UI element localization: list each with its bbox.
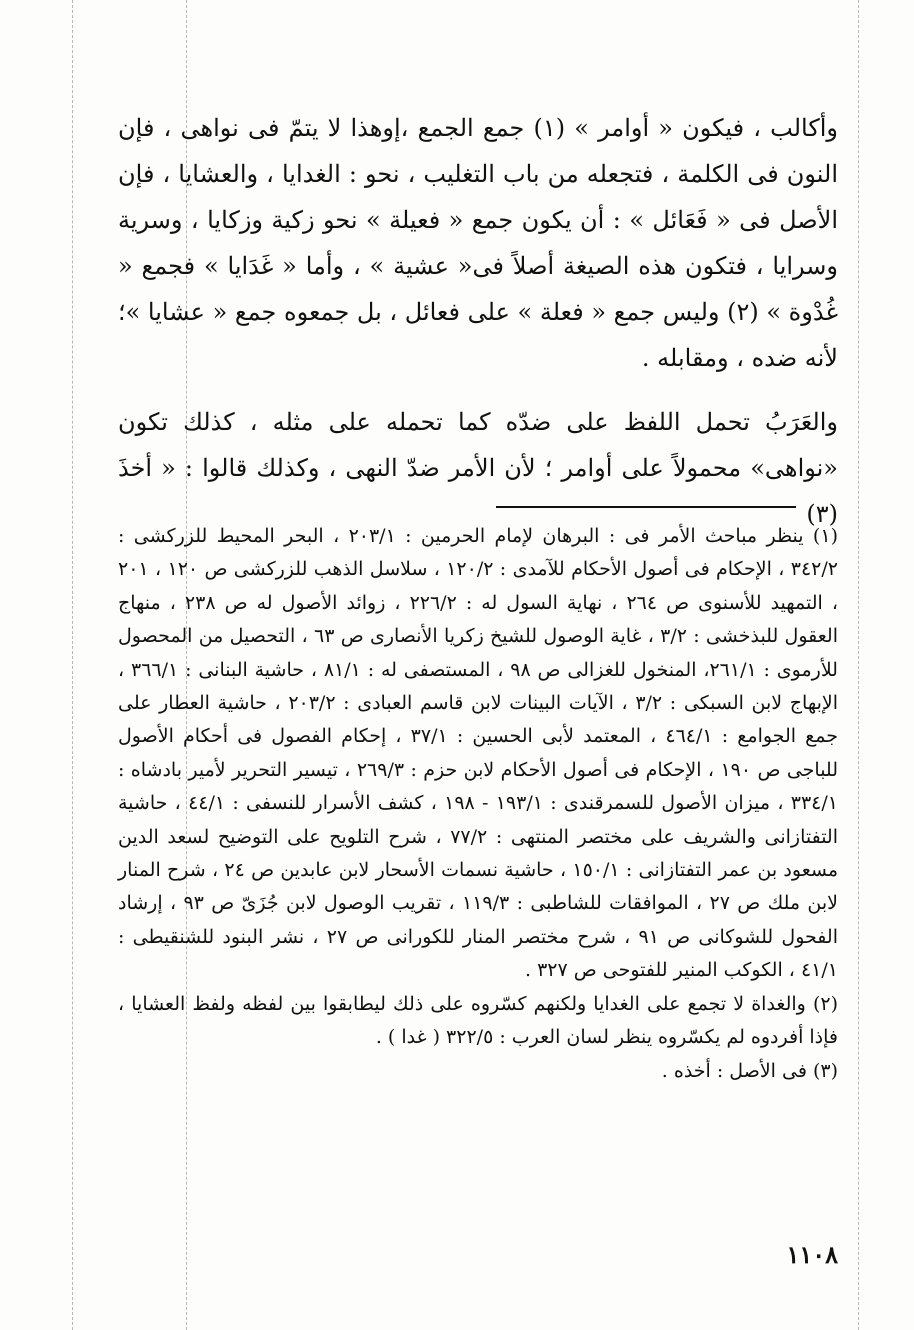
scan-guide-line-right xyxy=(858,0,859,1330)
main-text xyxy=(118,105,838,537)
footnote-3: (٣) فى الأصل : أخذه . xyxy=(661,1059,838,1082)
page-number: ١١٠٨ xyxy=(786,1240,838,1269)
main-paragraph-2: والعَرَبُ تحمل اللفظ على ضدّه كما تحمله على مثله ، كذلك تكون «نواهى» محمولاً على أوامر ؛ لأن الأمر ضدّ النهى ، وكذلك قالوا : « أخذَ (٣) xyxy=(118,408,838,528)
footnote-1: (١) ينظر مباحث الأمر فى : البرهان لإمام الحرمين : ٢٠٣/١ ، البحر المحيط للزركشى : ٣٤٢/٢ ، الإحكام فى أصول الأحكام للآمدى : ١٢٠/٢ ، سلاسل الذهب للزركشى ص ١٢٠ ، ٢٠١ ، التمهيد للأسنوى ص ٢٦٤ ، نهاية السول له : ٢٢٦/٢ ، زوائد الأصول له ص ٢٣٨ ، منهاج العقول للبذخشى : ٣/٢ ، غاية الوصول للشيخ زكريا الأنصارى ص ٦٣ ، التحصيل من المحصول للأرموى : ٢٦١/١، المنخول للغزالى ص ٩٨ ، المستصفى له : ٨١/١ ، حاشية البنانى : ٣٦٦/١ ، الإبهاج لابن السبكى : ٣/٢ ، الآيات البينات لابن قاسم العبادى : ٢٠٣/٢ ، حاشية العطار على جمع الجوامع : ٤٦٤/١ ، المعتمد لأبى الحسين : ٣٧/١ ، إحكام الفصول فى أحكام الأصول للباجى ص ١٩٠ ، الإحكام فى أصول الأحكام لابن حزم : ٢٦٩/٣ ، تيسير التحرير لأمير بادشاه : ٣٣٤/١ ، ميزان الأصول للسمرقندى : ١٩٣/١ - ١٩٨ ، كشف الأسرار للنسفى : ٤٤/١ ، حاشية التفتازانى والشريف على مختصر المنتهى : ٧٧/٢ ، شرح التلويح على التوضيح لسعد الدين مسعود بن عمر التفتازانى : ١٥٠/١ ، حاشية نسمات الأسحار لابن عابدين ص ٢٤ ، شرح المنار لابن ملك ص ٢٧ ، الموافقات للشاطبى : ١١٩/٣ ، تقريب الوصول لابن جُزَىّ ص ٩٣ ، إرشاد الفحول للشوكانى ص ٩١ ، شرح مختصر المنار للكورانى ص ٢٧ ، نشر البنود للشنقيطى : ٤١/١ ، الكوكب المنير للفتوحى ص ٣٢٧ . xyxy=(118,525,839,982)
footnotes xyxy=(118,520,838,1088)
footnote-separator xyxy=(496,506,796,508)
scan-guide-line-left xyxy=(72,0,73,1330)
footnote-2: (٢) والغداة لا تجمع على الغدايا ولكنهم كسّروه على ذلك ليطابقوا بين لفظه ولفظ العشايا ، فإذا أفردوه لم يكسّروه ينظر لسان العرب : ٣٢٢/٥ ( غدا ) . xyxy=(118,992,838,1049)
main-paragraph-1: وأكالب ، فيكون « أوامر » (١) جمع الجمع ،إوهذا لا يتمّ فى نواهى ، فإن النون فى الكلمة ، فتجعله من باب التغليب ، نحو : الغدايا ، والعشايا ، فإن الأصل فى « فَعَائل » : أن يكون جمع « فعيلة » نحو زكية وزكايا ، وسرية وسرايا ، فتكون هذه الصيغة أصلاً فى« عشية » ، وأما « غَدَايا » فجمع « غُدْوة » (٢) وليس جمع « فعلة » على فعائل ، بل جمعوه جمع « عشايا »؛ لأنه ضده ، ومقابله . xyxy=(117,114,839,372)
